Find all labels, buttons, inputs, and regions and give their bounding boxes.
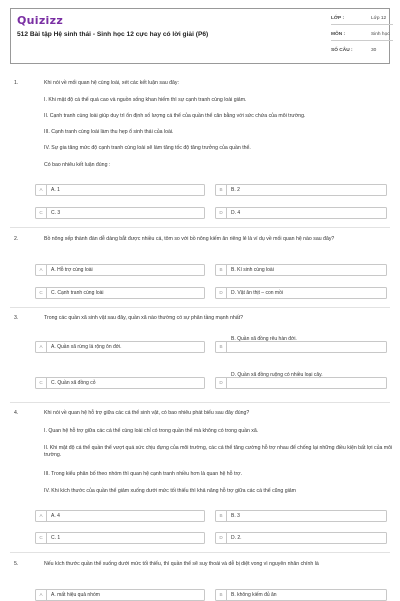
option-d[interactable] bbox=[215, 532, 387, 544]
option-letter: A bbox=[36, 511, 47, 521]
divider bbox=[331, 24, 393, 25]
question-divider bbox=[10, 227, 390, 228]
question-stem: Nếu kích thước quần thể xuống dưới mức tối thiểu, thì quần thể sẽ suy thoái và dễ bị diệt vong vì nguyên nhân chính là bbox=[44, 561, 319, 567]
option-a[interactable] bbox=[35, 589, 205, 601]
option-letter: B bbox=[216, 590, 227, 600]
option-text: A. Hỗ trợ cùng loài bbox=[51, 266, 93, 273]
statement: I. Khi mật độ cá thể quá cao và nguồn sống khan hiếm thì sự cạnh tranh cùng loài giảm. bbox=[44, 97, 247, 103]
option-text: A. 1 bbox=[51, 186, 60, 193]
option-text: D. 4 bbox=[231, 209, 241, 216]
divider bbox=[331, 40, 393, 41]
option-text: A. mất hiệu quả nhóm bbox=[51, 591, 100, 598]
option-letter: A bbox=[36, 185, 47, 195]
meta-subject-label: MÔN : bbox=[331, 32, 346, 37]
question-number: 5. bbox=[14, 561, 19, 567]
meta-grade-value: Lớp 12 bbox=[371, 16, 387, 21]
option-d[interactable] bbox=[215, 287, 387, 299]
option-b[interactable] bbox=[215, 510, 387, 522]
option-letter: B bbox=[216, 511, 227, 521]
option-d[interactable] bbox=[215, 207, 387, 219]
option-a[interactable] bbox=[35, 184, 205, 196]
statement: II. Khi mật độ cá thể quần thể vượt quá sức chịu đựng của môi trường, các cá thể tăng cường hỗ trợ nhau để chống lại những điều kiện bất lợi của môi trường. bbox=[44, 445, 393, 459]
option-text: B. 2 bbox=[231, 186, 240, 193]
question-stem: Khi nói về quan hệ hỗ trợ giữa các cá thể sinh vật, có bao nhiêu phát biểu sau đây đúng? bbox=[44, 410, 250, 416]
question-stem: Bồ nông xếp thành đàn dễ dàng bắt được nhiều cá, tôm so với bồ nông kiếm ăn riêng lẻ là ví dụ về mối quan hệ nào sau đây? bbox=[44, 236, 335, 242]
meta-count-value: 30 bbox=[371, 48, 377, 53]
statement: Có bao nhiêu kết luận đúng : bbox=[44, 162, 111, 168]
option-letter: B bbox=[216, 265, 227, 275]
option-letter: A bbox=[36, 590, 47, 600]
option-letter: A bbox=[36, 342, 47, 352]
option-letter: D bbox=[216, 208, 227, 218]
option-letter: A bbox=[36, 265, 47, 275]
question-number: 4. bbox=[14, 410, 19, 416]
option-text: C. Quần xã đồng cỏ bbox=[51, 379, 96, 386]
option-letter: D bbox=[216, 533, 227, 543]
option-letter: C bbox=[36, 378, 47, 388]
statement: II. Cạnh tranh cùng loài giúp duy trì ổn định số lượng cá thể của quần thể cân bằng với sức chứa của môi trường. bbox=[44, 113, 306, 119]
question-number: 1. bbox=[14, 80, 19, 86]
option-a[interactable] bbox=[35, 341, 205, 353]
option-text: B. không kiếm đủ ăn bbox=[231, 591, 277, 598]
option-b[interactable] bbox=[215, 335, 387, 353]
quizizz-logo: Quizizz bbox=[17, 14, 64, 27]
option-c[interactable] bbox=[35, 377, 205, 389]
question-divider bbox=[10, 552, 390, 553]
option-letter: B bbox=[216, 342, 227, 352]
option-c[interactable] bbox=[35, 287, 205, 299]
option-text: C. Cạnh tranh cùng loài bbox=[51, 289, 104, 296]
statement: I. Quan hệ hỗ trợ giữa các cá thể cùng loài chỉ có trong quần thể mà không có trong quần xã. bbox=[44, 428, 259, 434]
option-letter: C bbox=[36, 533, 47, 543]
option-text: B. Quần xã đồng rêu hàn đới. bbox=[231, 335, 297, 342]
option-a[interactable] bbox=[35, 510, 205, 522]
document-title: 512 Bài tập Hệ sinh thái - Sinh học 12 cực hay có lời giải (P6) bbox=[17, 31, 209, 38]
option-text: D. Vật ăn thịt – con mồi bbox=[231, 289, 283, 296]
option-text: B. 3 bbox=[231, 512, 240, 519]
document-header bbox=[10, 8, 390, 64]
option-b[interactable] bbox=[215, 589, 387, 601]
meta-grade-label: LỚP : bbox=[331, 16, 345, 21]
question-stem: Khi nói về mối quan hệ cùng loài, xét các kết luận sau đây: bbox=[44, 80, 179, 86]
option-b[interactable] bbox=[215, 184, 387, 196]
statement: IV. Khi kích thước của quần thể giảm xuống dưới mức tối thiểu thì khả năng hỗ trợ giữa các cá thể cũng giảm bbox=[44, 488, 297, 494]
question-stem: Trong các quần xã sinh vật sau đây, quần xã nào thường có sự phân tầng mạnh nhất? bbox=[44, 315, 243, 321]
option-d[interactable] bbox=[215, 371, 387, 389]
option-a[interactable] bbox=[35, 264, 205, 276]
option-text: D. 2. bbox=[231, 534, 242, 541]
option-c[interactable] bbox=[35, 207, 205, 219]
question-divider bbox=[10, 307, 390, 308]
option-text: A. 4 bbox=[51, 512, 60, 519]
option-letter: D bbox=[216, 378, 227, 388]
question-number: 3. bbox=[14, 315, 19, 321]
option-text: C. 3 bbox=[51, 209, 61, 216]
option-text: D. Quần xã đồng ruộng có nhiều loại cây. bbox=[231, 371, 323, 378]
statement: III. Trong kiểu phân bố theo nhóm thì quan hệ cạnh tranh nhiều hơn là quan hệ hỗ trợ. bbox=[44, 471, 243, 477]
option-letter: D bbox=[216, 288, 227, 298]
meta-subject-value: Sinh học bbox=[371, 32, 390, 37]
statement: III. Cạnh tranh cùng loài làm thu hẹp ổ sinh thái của loài. bbox=[44, 129, 174, 135]
option-letter: C bbox=[36, 288, 47, 298]
option-text: C. 1 bbox=[51, 534, 61, 541]
option-text: A. Quần xã rừng lá rộng ôn đới. bbox=[51, 343, 122, 350]
question-divider bbox=[10, 402, 390, 403]
statement: IV. Sự gia tăng mức độ cạnh tranh cùng loài sẽ làm tăng tốc độ tăng trưởng của quần thể. bbox=[44, 145, 251, 151]
meta-count-label: SỐ CÂU : bbox=[331, 48, 353, 53]
option-letter: B bbox=[216, 185, 227, 195]
option-c[interactable] bbox=[35, 532, 205, 544]
option-b[interactable] bbox=[215, 264, 387, 276]
question-number: 2. bbox=[14, 236, 19, 242]
option-text: B. Kí sinh cùng loài bbox=[231, 266, 274, 273]
option-letter: C bbox=[36, 208, 47, 218]
